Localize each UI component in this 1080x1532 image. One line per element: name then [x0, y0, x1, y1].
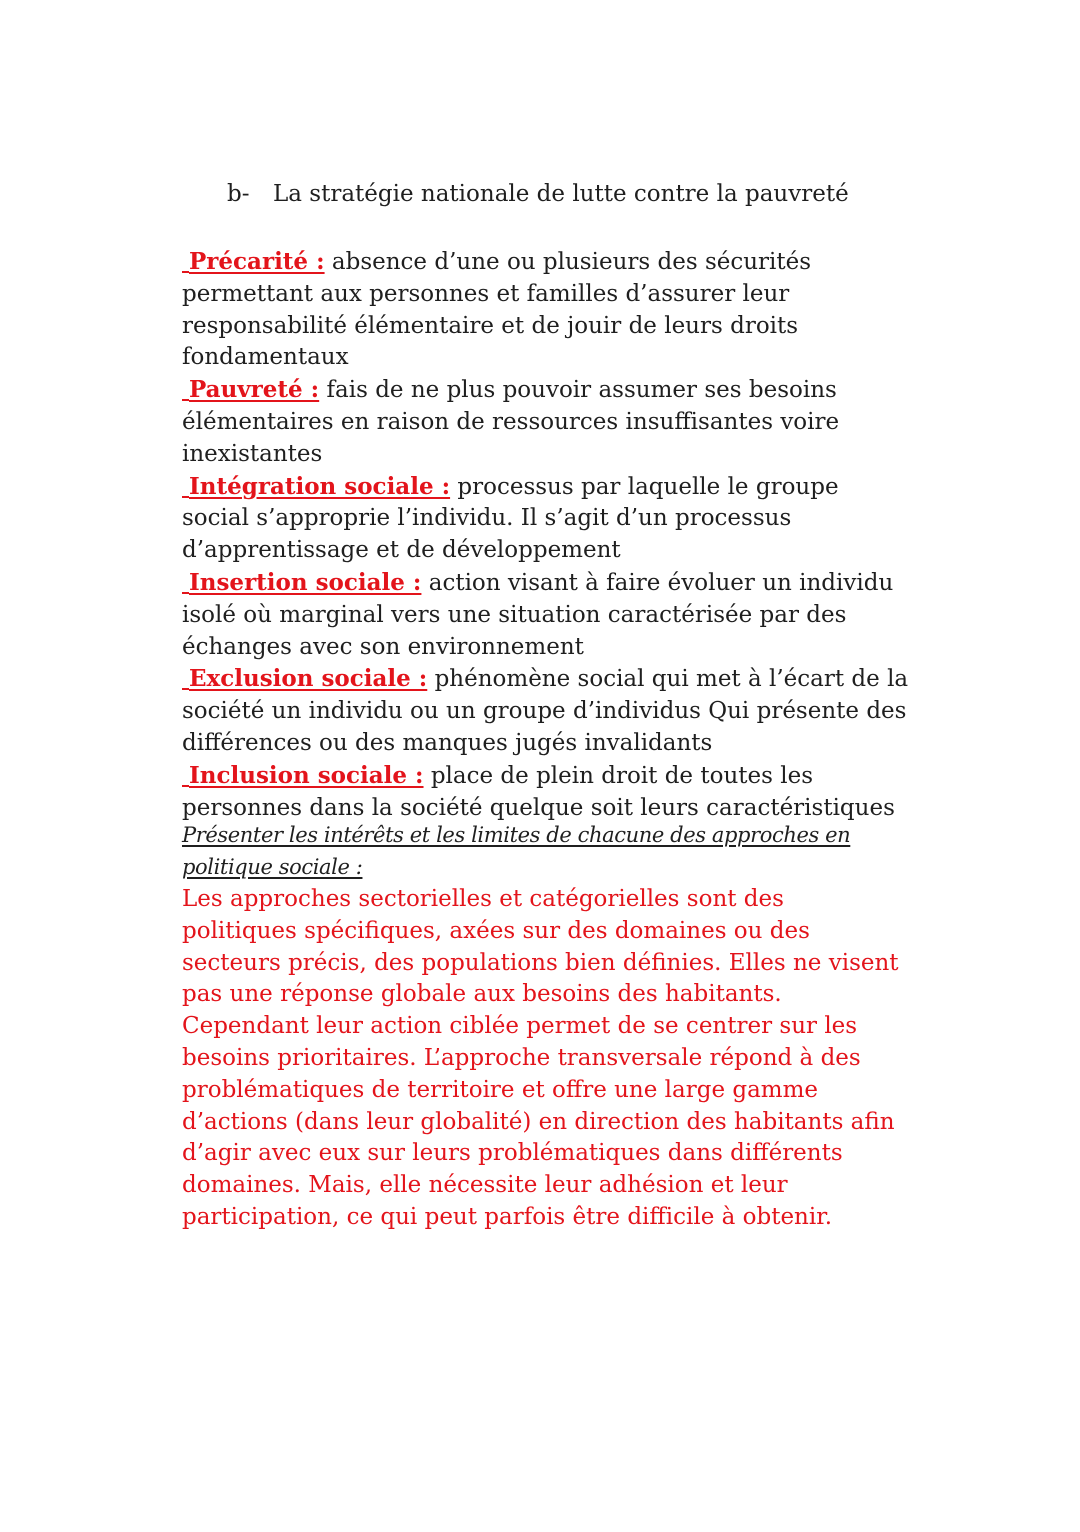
section-title: La stratégie nationale de lutte contre la pauvreté — [273, 181, 849, 207]
definition-text: action visant à faire évoluer un individu isolé où marginal vers une situation caractérisée par des échanges avec son environnement — [182, 569, 894, 660]
definition-integration-sociale — [182, 471, 912, 567]
definition-text: fais de ne plus pouvoir assumer ses besoins élémentaires en raison de ressources insuffisantes voire inexistantes — [182, 377, 840, 467]
definition-inclusion-sociale — [182, 760, 912, 825]
definition-text: processus par laquelle le groupe social s’approprie l’individu. Il s’agit d’un processus d’apprentissage et de développement — [182, 473, 839, 564]
term-label: Inclusion sociale : — [189, 761, 424, 789]
definition-precarite — [182, 246, 912, 374]
term-label: Pauvreté : — [189, 376, 320, 404]
answer-paragraph: Les approches sectorielles et catégorielles sont des politiques spécifiques, axées sur des domaines ou des secteurs précis, des populations bien définies. Elles ne visent pas une réponse globale aux besoins des habitants. Cependant leur action ciblée permet de se centrer sur les besoins prioritaires. L’approche transversale répond à des problématiques de territoire et offre une large gamme d’actions (dans leur globalité) en direction des habitants afin d’agir avec eux sur leurs problématiques dans différents domaines. Mais, elle nécessite leur adhésion et leur participation, ce qui peut parfois être difficile à obtenir. — [182, 886, 899, 1230]
underline-lead — [182, 496, 189, 498]
underline-lead — [182, 688, 189, 690]
term-label: Exclusion sociale : — [189, 665, 428, 693]
underline-lead — [182, 592, 189, 594]
question-prompt: Présenter les intérêts et les limites de chacune des approches en politique sociale : — [182, 823, 851, 879]
section-marker: b- — [227, 181, 250, 207]
underline-lead — [182, 399, 189, 401]
definitions-list — [182, 246, 912, 824]
section-heading — [227, 180, 849, 210]
term-label: Précarité : — [189, 248, 325, 275]
definition-text: phénomène social qui met à l’écart de la société un individu ou un groupe d’individus Qui présente des différences ou des manques jugés invalidants — [182, 666, 909, 756]
definition-pauvrete — [182, 374, 912, 470]
definition-insertion-sociale — [182, 567, 912, 663]
definition-exclusion-sociale — [182, 663, 912, 759]
definition-text: absence d’une ou plusieurs des sécurités permettant aux personnes et familles d’assurer leur responsabilité élémentaire et de jouir de leurs droits fondamentaux — [182, 249, 812, 371]
underline-lead — [182, 785, 189, 787]
definition-text: place de plein droit de toutes les personnes dans la société quelque soit leurs caractéristiques — [182, 762, 895, 821]
underline-lead — [182, 271, 189, 273]
term-label: Insertion sociale : — [189, 568, 422, 596]
term-label: Intégration sociale : — [189, 472, 451, 500]
